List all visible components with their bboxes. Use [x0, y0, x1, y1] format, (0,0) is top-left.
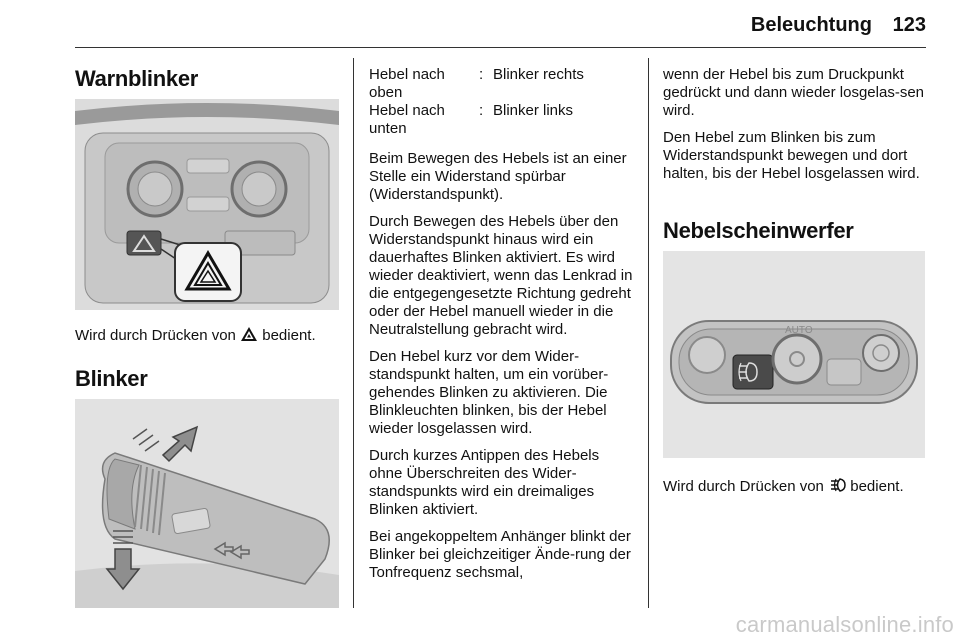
paragraph: Durch Bewegen des Hebels über den Widerstandspunkt hinaus wird ein dauerhaftes Blinken aktiviert. Es wird wieder deaktiviert, wenn das Lenkrad in die entgegengesetzte Richtung gedreht oder der Hebel manuell wieder in die Neutralstellung gebracht wird. — [369, 213, 633, 338]
paragraph: Durch kurzes Antippen des Hebels ohne Überschreiten des Wider-standspunkts wird ein dreimaliges Blinken aktiviert. — [369, 447, 600, 518]
heading-hazard-warning: Warnblinker — [75, 66, 199, 91]
lever-down-separator: : — [479, 102, 484, 119]
caption-hazard-after: bedient. — [262, 327, 316, 344]
caption-hazard-before: Wird durch Drücken von — [75, 327, 236, 344]
lever-up-label: Hebel nach oben — [369, 66, 445, 101]
watermark: carmanualsonline.info — [735, 612, 954, 637]
header-title: Beleuchtung — [750, 14, 872, 36]
column-divider-2 — [648, 58, 649, 608]
lever-down-label: Hebel nach unten — [369, 102, 445, 137]
paragraph: Den Hebel zum Blinken bis zum Widerstandspunkt bewegen und dort halten, bis der Hebel losgelassen wird. — [663, 129, 920, 182]
front-fog-light-icon — [828, 477, 846, 493]
caption-fog-before: Wird durch Drücken von — [663, 478, 824, 495]
hazard-warning-triangle-icon — [240, 326, 258, 342]
lever-position-table — [369, 66, 635, 138]
fog-panel-auto-label: AUTO — [785, 325, 813, 336]
hazard-switch-figure — [75, 99, 339, 310]
heading-turn-signal: Blinker — [75, 366, 148, 391]
paragraph: Den Hebel kurz vor dem Wider-standspunkt halten, um ein vorüber-gehendes Blinken zu aktivieren. Die Blinkleuchten blinken, bis der Hebel wieder losgelassen wird. — [369, 348, 609, 437]
caption-fog-after: bedient. — [850, 478, 904, 495]
turn-signal-lever-figure — [75, 399, 339, 608]
caption-fog — [663, 477, 904, 496]
caption-hazard — [75, 326, 316, 345]
column-divider-1 — [353, 58, 354, 608]
header-rule — [75, 47, 926, 48]
lever-up-separator: : — [479, 66, 484, 83]
page-number: 123 — [892, 14, 926, 36]
heading-fog-lights: Nebelscheinwerfer — [663, 218, 854, 243]
column-3 — [663, 66, 925, 192]
lever-up-result: Blinker rechts — [493, 66, 584, 83]
lever-down-result: Blinker links — [493, 102, 574, 119]
paragraph: Beim Bewegen des Hebels ist an einer Stelle ein Widerstand spürbar (Widerstandspunkt). — [369, 150, 627, 203]
paragraph: wenn der Hebel bis zum Druckpunkt gedrückt und dann wieder losgelas-sen wird. — [663, 66, 924, 119]
column-2 — [369, 66, 635, 591]
paragraph: Bei angekoppeltem Anhänger blinkt der Blinker bei gleichzeitiger Ände-rung der Tonfrequenz sechsmal, — [369, 528, 631, 581]
fog-light-switch-figure — [663, 251, 925, 458]
